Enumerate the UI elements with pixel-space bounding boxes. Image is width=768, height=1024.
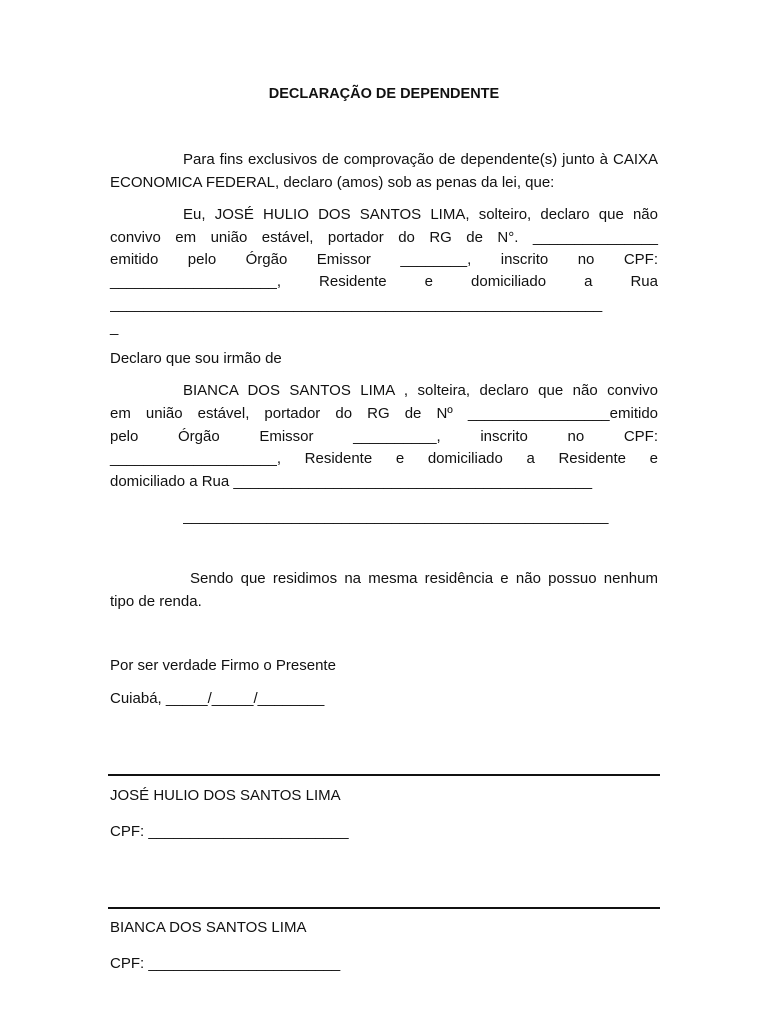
declarant-1-line-4: ____________________, Residente e domiciliado a Rua <box>110 273 658 290</box>
signatory-1-name: JOSÉ HULIO DOS SANTOS LIMA <box>110 787 341 804</box>
place-date: Cuiabá, _____/_____/________ <box>110 690 325 707</box>
declarant-1-line-6: _ <box>110 319 119 336</box>
signatory-1-cpf: CPF: ________________________ <box>110 823 349 840</box>
declarant-1-line-2: convivo em união estável, portador do RG de N°. _______________ <box>110 229 658 246</box>
declarant-1-line-5: ___________________________________________________________ <box>110 296 603 313</box>
declarant-2-line-1: BIANCA DOS SANTOS LIMA , solteira, declaro que não convivo <box>183 382 658 399</box>
declarant-2-line-4: ____________________, Residente e domiciliado a Residente e <box>110 450 658 467</box>
signatory-2-name: BIANCA DOS SANTOS LIMA <box>110 919 307 936</box>
declarant-2-line-6: ___________________________________________________ <box>183 508 609 525</box>
declarant-1-line-1: Eu, JOSÉ HULIO DOS SANTOS LIMA, solteiro, declaro que não <box>183 206 658 223</box>
income-statement: Sendo que residimos na mesma residência e não possuo nenhum tipo de renda. <box>110 570 658 610</box>
signature-line-1 <box>108 774 660 776</box>
signatory-2-cpf: CPF: _______________________ <box>110 955 341 972</box>
truth-statement: Por ser verdade Firmo o Presente <box>110 657 336 674</box>
sibling-declaration: Declaro que sou irmão de <box>110 350 282 367</box>
declarant-1-line-3: emitido pelo Órgão Emissor ________, inscrito no CPF: <box>110 251 658 268</box>
document-title: DECLARAÇÃO DE DEPENDENTE <box>268 86 500 102</box>
intro-paragraph: Para fins exclusivos de comprovação de dependente(s) junto à CAIXA ECONOMICA FEDERAL, declaro (amos) sob as penas da lei, que: <box>110 151 658 191</box>
declarant-2-line-2: em união estável, portador do RG de Nº _________________emitido <box>110 405 658 422</box>
declarant-2-line-3: pelo Órgão Emissor __________, inscrito no CPF: <box>110 428 658 445</box>
signature-line-2 <box>108 907 660 909</box>
declarant-2-line-5: domiciliado a Rua ___________________________________________ <box>110 473 593 490</box>
